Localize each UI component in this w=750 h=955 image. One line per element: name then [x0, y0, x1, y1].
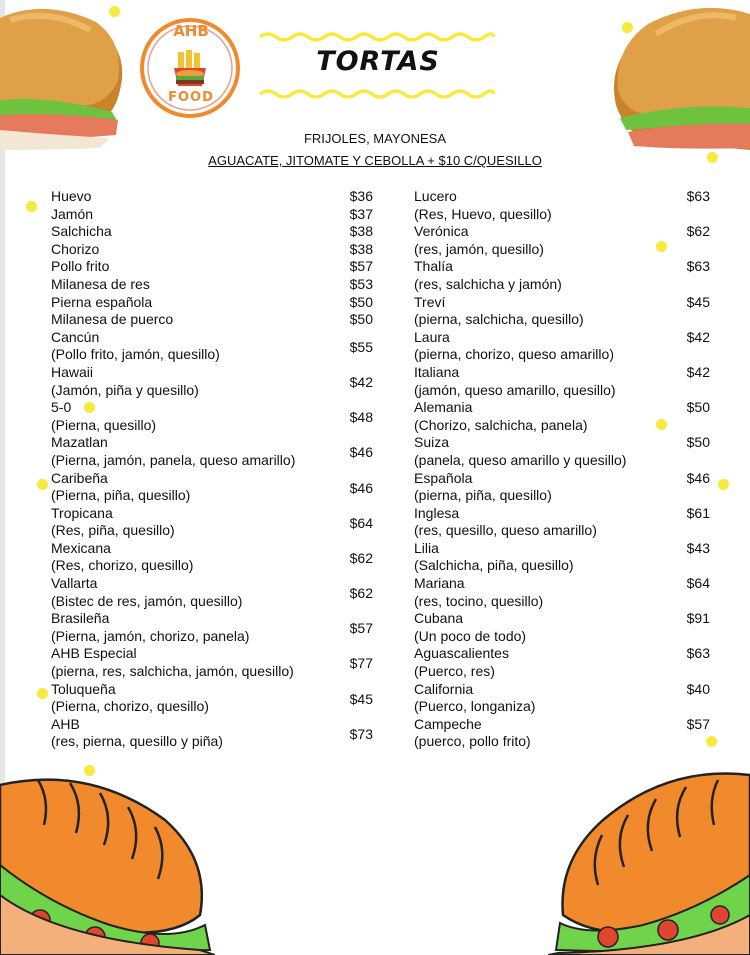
- menu-item: [414, 434, 710, 469]
- menu-item-name: Hawaii: [51, 363, 94, 380]
- menu-item: [51, 188, 373, 206]
- menu-item-name: Laura: [414, 328, 450, 345]
- menu-item-name: Treví: [414, 293, 446, 310]
- wave-top: [258, 30, 496, 44]
- subtitle-line1: FRIJOLES, MAYONESA: [303, 131, 447, 146]
- menu-item: [51, 241, 373, 259]
- decor-dot: [37, 479, 48, 490]
- menu-item: [414, 294, 710, 329]
- menu-item-description: (res, jamón, quesillo): [414, 240, 544, 257]
- menu-item-price: $61: [686, 504, 710, 521]
- menu-item-name: Caribeña: [51, 469, 108, 486]
- menu-item-description: (panela, queso amarillo y quesillo): [414, 451, 627, 468]
- menu-item-description: (Pollo frito, jamón, quesillo): [51, 346, 220, 363]
- menu-item-name: Brasileña: [51, 610, 110, 627]
- menu-item: [414, 364, 710, 399]
- menu-item: [51, 364, 373, 399]
- menu-item-price: $62: [349, 585, 373, 602]
- wave-bottom: [258, 87, 496, 101]
- menu-item-name: Campeche: [414, 715, 482, 732]
- menu-item-name: Lucero: [414, 188, 457, 204]
- page-title: TORTAS: [316, 46, 440, 77]
- menu-item: [414, 681, 710, 716]
- menu-item: [51, 575, 373, 610]
- menu-item-description: (res, tocino, quesillo): [414, 592, 544, 609]
- menu-item-name: Vallarta: [51, 575, 98, 592]
- menu-item-description: (Chorizo, salchicha, panela): [414, 416, 588, 433]
- menu-item: [51, 610, 373, 645]
- menu-item-price: $57: [686, 715, 710, 732]
- menu-item-description: (res, pierna, quesillo y piña): [51, 733, 223, 750]
- decor-dot: [622, 22, 633, 33]
- menu-item-name: AHB Especial: [51, 645, 137, 662]
- decor-dot: [109, 6, 120, 17]
- menu-item-price: $77: [349, 655, 373, 672]
- menu-item-price: $50: [686, 434, 710, 451]
- menu-item-name: Cubana: [414, 610, 464, 627]
- menu-item-price: $46: [686, 469, 710, 486]
- decor-dot: [718, 479, 729, 490]
- menu-item-description: (Pierna, chorizo, quesillo): [51, 698, 209, 715]
- menu-item-description: (pierna, salchicha, quesillo): [414, 311, 584, 328]
- menu-item: [51, 470, 373, 505]
- menu-item-description: (pierna, piña, quesillo): [414, 487, 552, 504]
- sandwich-bottom-left-icon: [0, 765, 215, 955]
- menu-item-name: Mazatlan: [51, 434, 108, 451]
- menu-item: [51, 206, 373, 224]
- menu-item-name: 5-0: [51, 399, 72, 416]
- menu-item: [51, 258, 373, 276]
- menu-item-price: $42: [686, 363, 710, 380]
- menu-item-price: $53: [349, 275, 373, 292]
- subtitle-line2: AGUACATE, JITOMATE Y CEBOLLA + $10 C/QUESILLO: [208, 153, 542, 168]
- menu-item-price: $64: [686, 575, 710, 592]
- menu-item-name: Salchicha: [51, 223, 112, 240]
- menu-item-price: $73: [349, 725, 373, 742]
- menu-item-name: Aguascalientes: [414, 645, 509, 662]
- menu-item-name: Mexicana: [51, 539, 111, 556]
- menu-item-price: $62: [349, 549, 373, 566]
- menu-item-name: AHB: [51, 715, 80, 732]
- menu-item-description: (Puerco, longaniza): [414, 698, 536, 715]
- menu-item: [51, 645, 373, 680]
- menu-item-price: $46: [349, 479, 373, 496]
- menu-item: [414, 188, 710, 223]
- menu-item-name: Thalía: [414, 258, 453, 275]
- menu-item-description: (res, quesillo, queso amarillo): [414, 522, 597, 539]
- decor-dot: [656, 241, 667, 252]
- menu-item-description: (Pierna, quesillo): [51, 416, 157, 433]
- menu-item: [51, 716, 373, 751]
- menu-item-price: $55: [349, 338, 373, 355]
- menu-item-name: Toluqueña: [51, 680, 116, 697]
- menu-item-name: Española: [414, 469, 473, 486]
- menu-item: [51, 399, 373, 434]
- menu-item-description: (pierna, chorizo, queso amarillo): [414, 346, 614, 363]
- menu-item-price: $63: [686, 188, 710, 204]
- menu-item-price: $50: [349, 311, 373, 328]
- menu-item: [414, 575, 710, 610]
- menu-item: [51, 294, 373, 312]
- decor-dot: [37, 688, 48, 699]
- menu-item-price: $91: [686, 610, 710, 627]
- menu-item-name: Jamón: [51, 205, 94, 222]
- menu-item-price: $43: [686, 539, 710, 556]
- menu-item-description: (Un poco de todo): [414, 627, 527, 644]
- menu-item: [414, 223, 710, 258]
- menu-item-price: $63: [686, 645, 710, 662]
- menu-item-name: Tropicana: [51, 504, 113, 521]
- menu-item-price: $48: [349, 409, 373, 426]
- menu-item-name: Verónica: [414, 223, 469, 240]
- decor-dot: [26, 201, 37, 212]
- menu-item: [51, 540, 373, 575]
- menu-item-name: California: [414, 680, 474, 697]
- menu-item: [51, 223, 373, 241]
- menu-item-description: (Res, chorizo, quesillo): [51, 557, 194, 574]
- menu-item-description: (Pierna, piña, quesillo): [51, 487, 191, 504]
- sandwich-top-left-icon: [0, 0, 130, 150]
- menu-item-name: Pollo frito: [51, 258, 110, 275]
- menu-item-price: $40: [686, 680, 710, 697]
- menu-item-price: $38: [349, 240, 373, 257]
- menu-item: [51, 329, 373, 364]
- menu-item: [414, 399, 710, 434]
- menu-item-price: $50: [686, 399, 710, 416]
- menu-item-price: $42: [349, 373, 373, 390]
- menu-item-description: (jamón, queso amarillo, quesillo): [414, 381, 616, 398]
- menu-column-right: [414, 188, 710, 751]
- menu-item-description: (Pierna, jamón, chorizo, panela): [51, 627, 250, 644]
- menu-item-name: Pierna española: [51, 293, 153, 310]
- sandwich-bottom-right-icon: [548, 765, 750, 955]
- menu-item-description: (pierna, res, salchicha, jamón, quesillo): [51, 663, 294, 680]
- menu-item: [51, 505, 373, 540]
- decor-dot: [656, 419, 667, 430]
- menu-item: [51, 434, 373, 469]
- menu-column-left: [51, 188, 373, 751]
- menu-item-name: Mariana: [414, 575, 465, 592]
- decor-dot: [707, 152, 718, 163]
- menu-item-price: $45: [349, 690, 373, 707]
- menu-item-description: (Jamón, piña y quesillo): [51, 381, 199, 398]
- menu-item-description: (Puerco, res): [414, 663, 495, 680]
- menu-item-name: Inglesa: [414, 504, 460, 521]
- menu-item-description: (res, salchicha y jamón): [414, 275, 562, 292]
- menu-item-name: Italiana: [414, 363, 460, 380]
- menu-item-name: Cancún: [51, 328, 100, 345]
- menu-item-description: (Bistec de res, jamón, quesillo): [51, 592, 243, 609]
- menu-item-name: Alemania: [414, 399, 473, 416]
- menu-item-name: Milanesa de res: [51, 275, 150, 292]
- menu-item-name: Lilia: [414, 539, 439, 556]
- menu-item-price: $64: [349, 514, 373, 531]
- menu-item-name: Huevo: [51, 188, 92, 204]
- menu-item: [414, 258, 710, 293]
- menu-item: [414, 470, 710, 505]
- menu-item-name: Milanesa de puerco: [51, 311, 174, 328]
- menu-item-price: $46: [349, 444, 373, 461]
- menu-item-price: $45: [686, 293, 710, 310]
- menu-item-description: (puerco, pollo frito): [414, 733, 531, 750]
- decor-dot: [84, 402, 95, 413]
- menu-item: [414, 716, 710, 751]
- menu-item-description: (Pierna, jamón, panela, queso amarillo): [51, 451, 296, 468]
- menu-item-price: $38: [349, 223, 373, 240]
- menu-item-price: $57: [349, 620, 373, 637]
- menu-item: [414, 329, 710, 364]
- menu-item-price: $37: [349, 205, 373, 222]
- logo-text-bottom: FOOD: [168, 90, 214, 105]
- menu-item-description: (Res, piña, quesillo): [51, 522, 175, 539]
- menu-item: [414, 645, 710, 680]
- menu-item: [414, 505, 710, 540]
- menu-item-description: (Salchicha, piña, quesillo): [414, 557, 574, 574]
- menu-item: [414, 540, 710, 575]
- menu-item: [51, 311, 373, 329]
- menu-item-name: Suiza: [414, 434, 450, 451]
- logo-text-top: AHB: [173, 22, 209, 40]
- menu-item: [51, 276, 373, 294]
- menu-item-price: $57: [349, 258, 373, 275]
- menu-item: [51, 681, 373, 716]
- decor-dot: [706, 736, 717, 747]
- menu-item-price: $50: [349, 293, 373, 310]
- menu-item-name: Chorizo: [51, 240, 100, 257]
- menu-item: [414, 610, 710, 645]
- menu-item-price: $42: [686, 328, 710, 345]
- menu-item-price: $36: [349, 188, 373, 204]
- menu-item-price: $62: [686, 223, 710, 240]
- menu-item-price: $63: [686, 258, 710, 275]
- menu-item-description: (Res, Huevo, quesillo): [414, 205, 552, 222]
